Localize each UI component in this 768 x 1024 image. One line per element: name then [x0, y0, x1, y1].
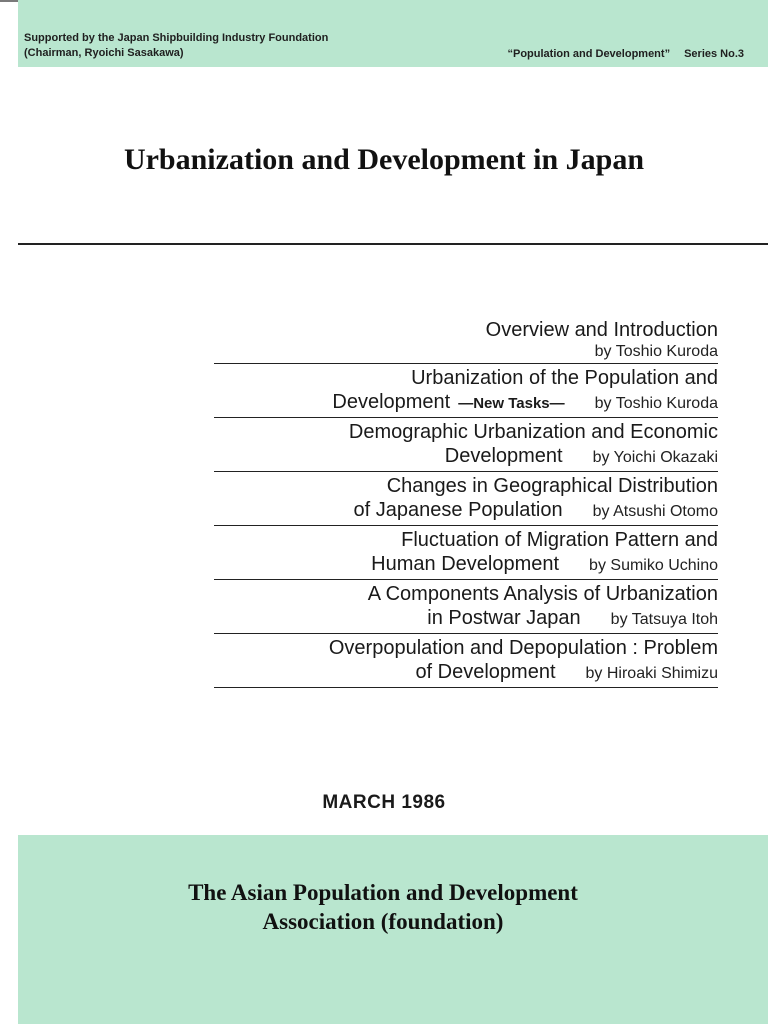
toc-entry-title-cont: Development [444, 445, 563, 467]
toc-entry [214, 364, 718, 418]
series-label [508, 48, 745, 60]
publisher-line-1: The Asian Population and Development [188, 880, 578, 905]
toc-entry-title: Demographic Urbanization and Economic [348, 421, 718, 443]
toc-entry-title-cont: Human Development [371, 553, 560, 575]
toc-entry-title: Overview and Introduction [485, 319, 718, 341]
toc-entry-author: by Tatsuya Itoh [610, 611, 718, 628]
series-number: Series No.3 [684, 48, 744, 60]
support-line-1: Supported by the Japan Shipbuilding Industry Foundation [24, 32, 329, 44]
support-notice [24, 31, 328, 61]
toc-entry-title-cont: of Development [415, 661, 556, 683]
toc-entry [214, 634, 718, 688]
toc-entry [214, 472, 718, 526]
toc-entry-author: by Sumiko Uchino [589, 557, 718, 574]
page-title: Urbanization and Development in Japan [123, 143, 645, 176]
toc-entry-title: Fluctuation of Migration Pattern and [401, 529, 718, 551]
support-line-2: (Chairman, Ryoichi Sasakawa) [24, 47, 184, 59]
toc-entry-author: by Atsushi Otomo [592, 503, 718, 520]
title-divider [18, 243, 768, 245]
toc-entry-title-cont: in Postwar Japan [427, 607, 581, 629]
publication-date: MARCH 1986 [322, 792, 446, 813]
toc-entry-author: by Toshio Kuroda [594, 395, 718, 412]
toc-entry-author: by Yoichi Okazaki [592, 449, 718, 466]
toc-entry [214, 316, 718, 364]
toc-entry-title-cont: Development [332, 391, 451, 413]
toc-entry-title: Urbanization of the Population and [411, 367, 718, 389]
toc-entry-title-cont: of Japanese Population [353, 499, 563, 521]
publisher-line-2: Association (foundation) [262, 909, 504, 934]
toc-entry-title: A Components Analysis of Urbanization [367, 583, 718, 605]
series-name: “Population and Development” [507, 48, 671, 60]
table-of-contents [214, 316, 718, 688]
toc-entry-author: by Hiroaki Shimizu [585, 665, 718, 682]
publisher-name [18, 878, 748, 936]
toc-entry-author: by Toshio Kuroda [594, 343, 718, 360]
toc-entry-title: Overpopulation and Depopulation : Problem [328, 637, 718, 659]
toc-entry-title: Changes in Geographical Distribution [386, 475, 718, 497]
toc-entry [214, 526, 718, 580]
toc-entry [214, 418, 718, 472]
toc-entry-subtitle: —New Tasks— [458, 395, 565, 412]
toc-entry [214, 580, 718, 634]
